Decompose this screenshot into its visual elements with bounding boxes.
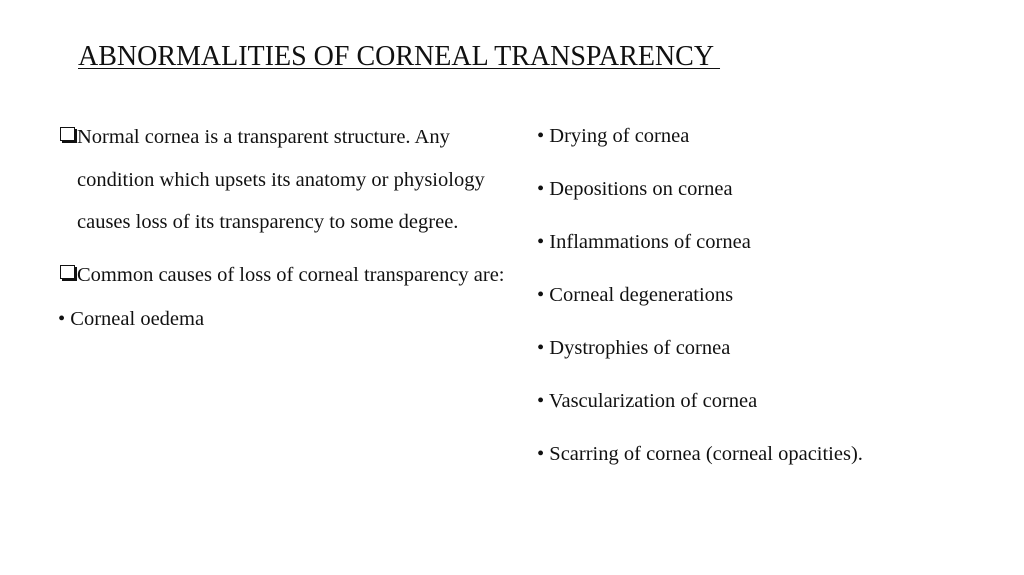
bullet-item: • Vascularization of cornea — [537, 390, 758, 412]
paragraph-common-causes — [58, 254, 530, 297]
bullet-item: • Corneal degenerations — [537, 284, 734, 306]
bullet-item: • Drying of cornea — [537, 125, 690, 147]
paragraph-text: Common causes of loss of corneal transparency are: — [77, 263, 505, 286]
paragraph-normal-cornea — [58, 116, 530, 244]
bullet-item: • Depositions on cornea — [537, 178, 733, 200]
bullet-item: • Inflammations of cornea — [537, 231, 751, 253]
checkbox-icon — [60, 127, 75, 141]
bullet-item: • Scarring of cornea (corneal opacities). — [537, 443, 863, 465]
slide-title: ABNORMALITIES OF CORNEAL TRANSPARENCY — [78, 41, 721, 72]
paragraph-text: Normal cornea is a transparent structure. Any condition which upsets its anatomy or physiology causes loss of its transparency to some degree. — [77, 126, 485, 233]
checkbox-icon — [60, 265, 75, 279]
right-column-bullet-list — [537, 116, 997, 487]
bullet-corneal-oedema: • Corneal oedema — [58, 308, 205, 330]
bullet-item: • Dystrophies of cornea — [537, 337, 731, 359]
left-column — [58, 116, 530, 341]
